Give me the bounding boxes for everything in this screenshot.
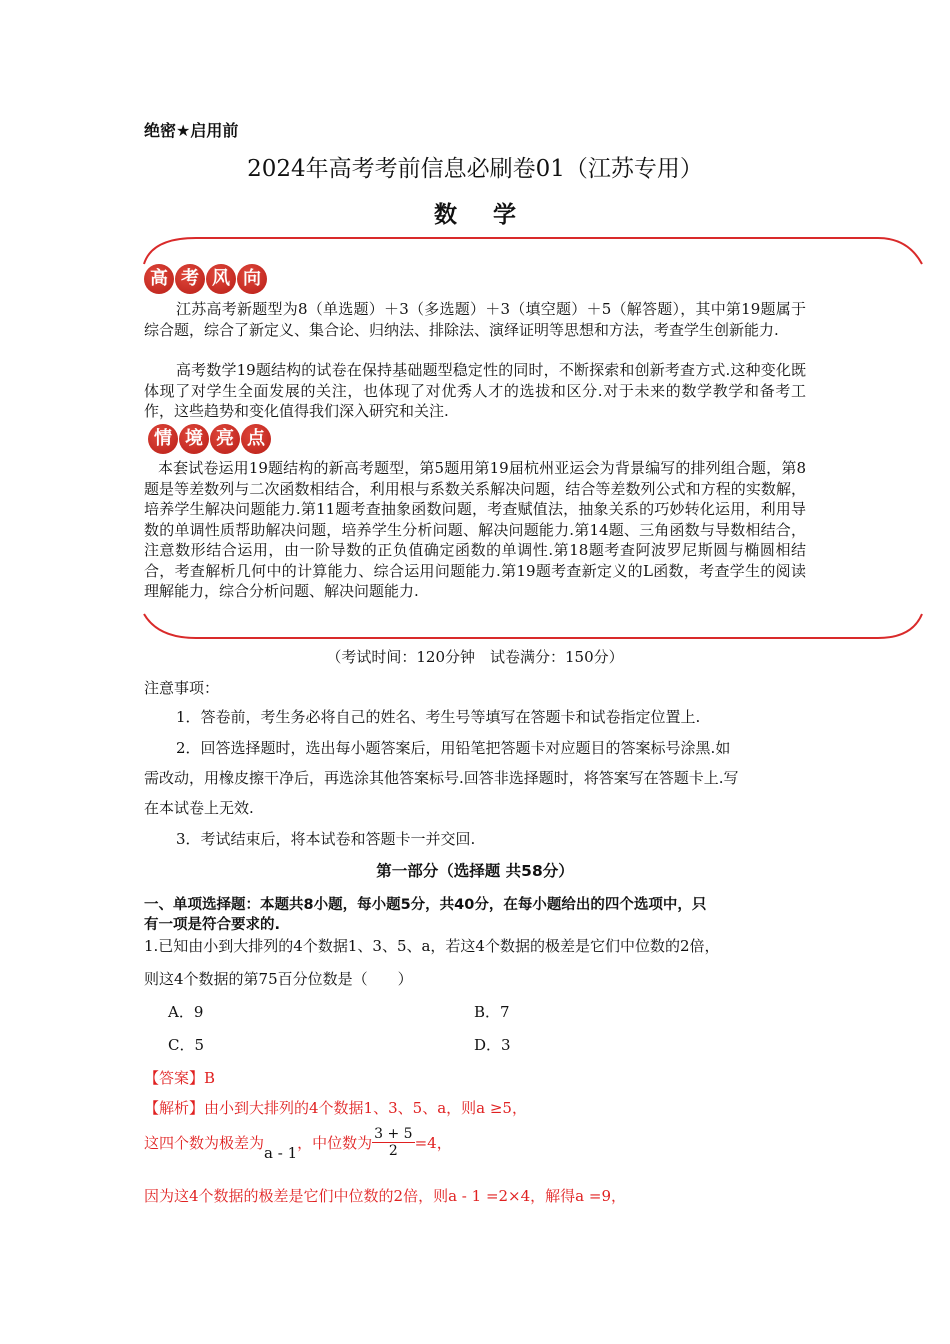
option-label: D． [474, 1036, 502, 1054]
answer-tag: 【答案】 [144, 1069, 205, 1087]
highlight-paragraph: 本套试卷运用19题结构的新高考题型，第5题用第19届杭州亚运会为背景编写的排列组合题，第8题是等差数列与二次函数相结合，利用根与系数关系解决问题，结合等差数列公式和方程的实数解，培养学生解决问题能力.第11题考查抽象函数问题，考查赋值法，抽象关系的巧妙转化运用，利用导数的单调性质帮助解决问题，培养学生分析问题、解决问题能力.第14题、三角函数与导数相结合，注意数形结合运用，由一阶导数的正负值确定函数的单调性.第18题考查阿波罗尼斯圆与椭圆相结合，考查解析几何中的计算能力、综合运用问题能力.第19题考查新定义的L函数，考查学生的阅读理解能力，综合分析问题、解决问题能力. [144, 459, 806, 600]
note-1: 1．答卷前，考生务必将自己的姓名、考生号等填写在答题卡和试卷指定位置上. [176, 708, 701, 726]
note-2-line-2: 需改动，用橡皮擦干净后，再选涂其他答案标号.回答非选择题时，将答案写在答题卡上.写 [144, 769, 739, 787]
notes-heading: 注意事项： [144, 679, 220, 697]
option-value: 9 [193, 1003, 204, 1021]
answer-line [144, 1067, 215, 1088]
section-heading-line-1: 一、单项选择题：本题共8小题，每小题5分，共40分，在每小题给出的四个选项中，只 [144, 897, 707, 913]
option-value: 5 [194, 1036, 205, 1054]
note-2-line-3: 在本试卷上无效. [144, 799, 254, 817]
option-value: 7 [500, 1003, 510, 1021]
trend-paragraph-2: 高考数学19题结构的试卷在保持基础题型稳定性的同时，不断探索和创新考查方式.这种变化既体现了对学生全面发展的关注，也体现了对优秀人才的选拔和区分.对于未来的数学教学和备考工作，这些趋势和变化值得我们深入研究和关注. [144, 361, 806, 420]
option-a [168, 1001, 203, 1022]
trend-badge [144, 264, 267, 294]
badge-char: 点 [241, 424, 271, 454]
range-expr: a - 1 [264, 1143, 298, 1162]
analysis-line-1 [144, 1097, 527, 1118]
badge-char: 考 [175, 264, 205, 294]
analysis-text: 这四个数为极差为 [144, 1134, 265, 1152]
badge-char: 亮 [210, 424, 240, 454]
paper-title: 2024年高考考前信息必刷卷01（江苏专用） [247, 156, 703, 182]
analysis-line-3: 因为这4个数据的极差是它们中位数的2倍，则a - 1 =2×4，解得a =9， [144, 1187, 626, 1205]
question-1-line-1: 1.已知由小到大排列的4个数据1、3、5、a，若这4个数据的极差是它们中位数的2倍， [144, 937, 720, 955]
trend-paragraph-1: 江苏高考新题型为8（单选题）＋3（多选题）＋3（填空题）＋5（解答题），其中第19题属于综合题，综合了新定义、集合论、归纳法、排除法、演绎证明等思想和方法，考查学生创新能力. [144, 300, 806, 339]
answer-value: B [204, 1069, 216, 1087]
option-label: B． [474, 1003, 501, 1021]
option-label: A． [168, 1003, 194, 1021]
highlight-badge [148, 424, 271, 454]
section-heading-line-2: 有一项是符合要求的. [144, 917, 281, 933]
badge-char: 境 [179, 424, 209, 454]
fraction-denominator: 2 [388, 1143, 398, 1159]
note-2-line-1: 2．回答选择题时，选出每小题答案后，用铅笔把答题卡对应题目的答案标号涂黑.如 [176, 739, 731, 757]
subject-title: 数 学 [433, 201, 530, 228]
analysis-text: 由小到大排列的4个数据1、3、5、a，则a ≥5， [204, 1099, 527, 1117]
option-label: C． [168, 1036, 195, 1054]
analysis-line-2 [144, 1126, 452, 1162]
secret-label: 绝密★启用前 [144, 121, 239, 140]
exam-info: （考试时间：120分钟 试卷满分：150分） [326, 648, 624, 666]
option-c [168, 1034, 204, 1055]
badge-char: 情 [148, 424, 178, 454]
question-1-line-2: 则这4个数据的第75百分位数是（ ） [144, 970, 413, 988]
note-3: 3．考试结束后，将本试卷和答题卡一并交回. [176, 830, 476, 848]
option-d [474, 1034, 511, 1055]
part1-heading: 第一部分（选择题 共58分） [376, 862, 574, 880]
analysis-text: ，中位数为 [297, 1134, 373, 1152]
badge-char: 风 [206, 264, 236, 294]
analysis-text: =4， [414, 1134, 452, 1152]
option-value: 3 [501, 1036, 511, 1054]
option-b [474, 1001, 510, 1022]
median-fraction [372, 1126, 414, 1159]
analysis-tag: 【解析】 [144, 1099, 205, 1117]
badge-char: 高 [144, 264, 174, 294]
badge-char: 向 [237, 264, 267, 294]
fraction-numerator: 3 + 5 [374, 1126, 413, 1142]
